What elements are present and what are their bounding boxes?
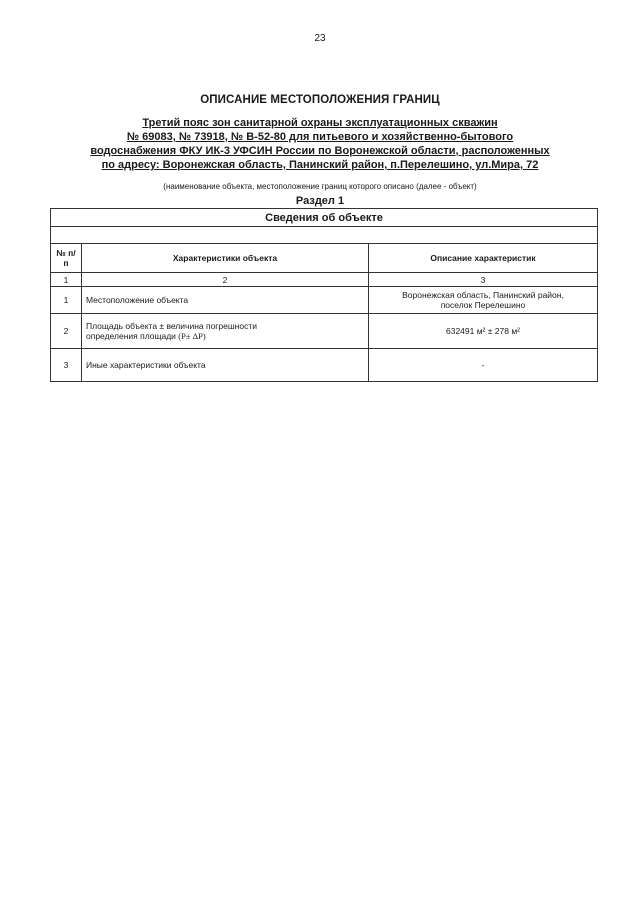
table-empty-row <box>51 227 598 244</box>
table-row <box>51 287 598 314</box>
row-description: 632491 м² ± 278 м² <box>369 314 598 349</box>
column-number: 1 <box>51 273 82 287</box>
row-description <box>369 287 598 314</box>
table-row <box>51 349 598 382</box>
object-name-line: по адресу: Воронежская область, Панинский район, п.Перелешино, ул.Мира, 72 <box>101 159 539 171</box>
document-title: ОПИСАНИЕ МЕСТОПОЛОЖЕНИЯ ГРАНИЦ <box>200 94 440 106</box>
row-num: 1 <box>51 287 82 314</box>
row-characteristic <box>82 314 369 349</box>
row-characteristic: Иные характеристики объекта <box>82 349 369 382</box>
column-number-row <box>51 273 598 287</box>
row-description-line: Воронежская область, Панинский район, <box>402 290 564 300</box>
object-info-table <box>50 208 598 382</box>
object-name-caption: (наименование объекта, местоположение границ которого описано (далее - объект) <box>163 182 477 191</box>
area-formula: (P± ΔP) <box>178 331 206 341</box>
section-title: Раздел 1 <box>295 195 345 207</box>
row-characteristic-line <box>86 331 364 341</box>
row-num: 2 <box>51 314 82 349</box>
table-title: Сведения об объекте <box>51 209 598 227</box>
header-characteristic: Характеристики объекта <box>82 244 369 273</box>
header-description: Описание характеристик <box>369 244 598 273</box>
row-num: 3 <box>51 349 82 382</box>
object-name <box>40 116 600 172</box>
header-num: № п/п <box>51 244 82 273</box>
object-name-line: № 69083, № 73918, № В-52-80 для питьевого и хозяйственно-бытового <box>126 131 514 143</box>
row-description: - <box>369 349 598 382</box>
row-characteristic-text: определения площади <box>86 331 176 341</box>
row-description-line: поселок Перелешино <box>440 300 526 310</box>
table-header-row <box>51 244 598 273</box>
object-name-line: водоснабжения ФКУ ИК-3 УФСИН России по Воронежской области, расположенных <box>90 145 550 157</box>
table-row <box>51 314 598 349</box>
row-characteristic: Местоположение объекта <box>82 287 369 314</box>
column-number: 2 <box>82 273 369 287</box>
page-number: 23 <box>314 33 326 44</box>
row-characteristic-line: Площадь объекта ± величина погрешности <box>86 321 257 331</box>
object-name-line: Третий пояс зон санитарной охраны эксплуатационных скважин <box>142 117 498 129</box>
column-number: 3 <box>369 273 598 287</box>
